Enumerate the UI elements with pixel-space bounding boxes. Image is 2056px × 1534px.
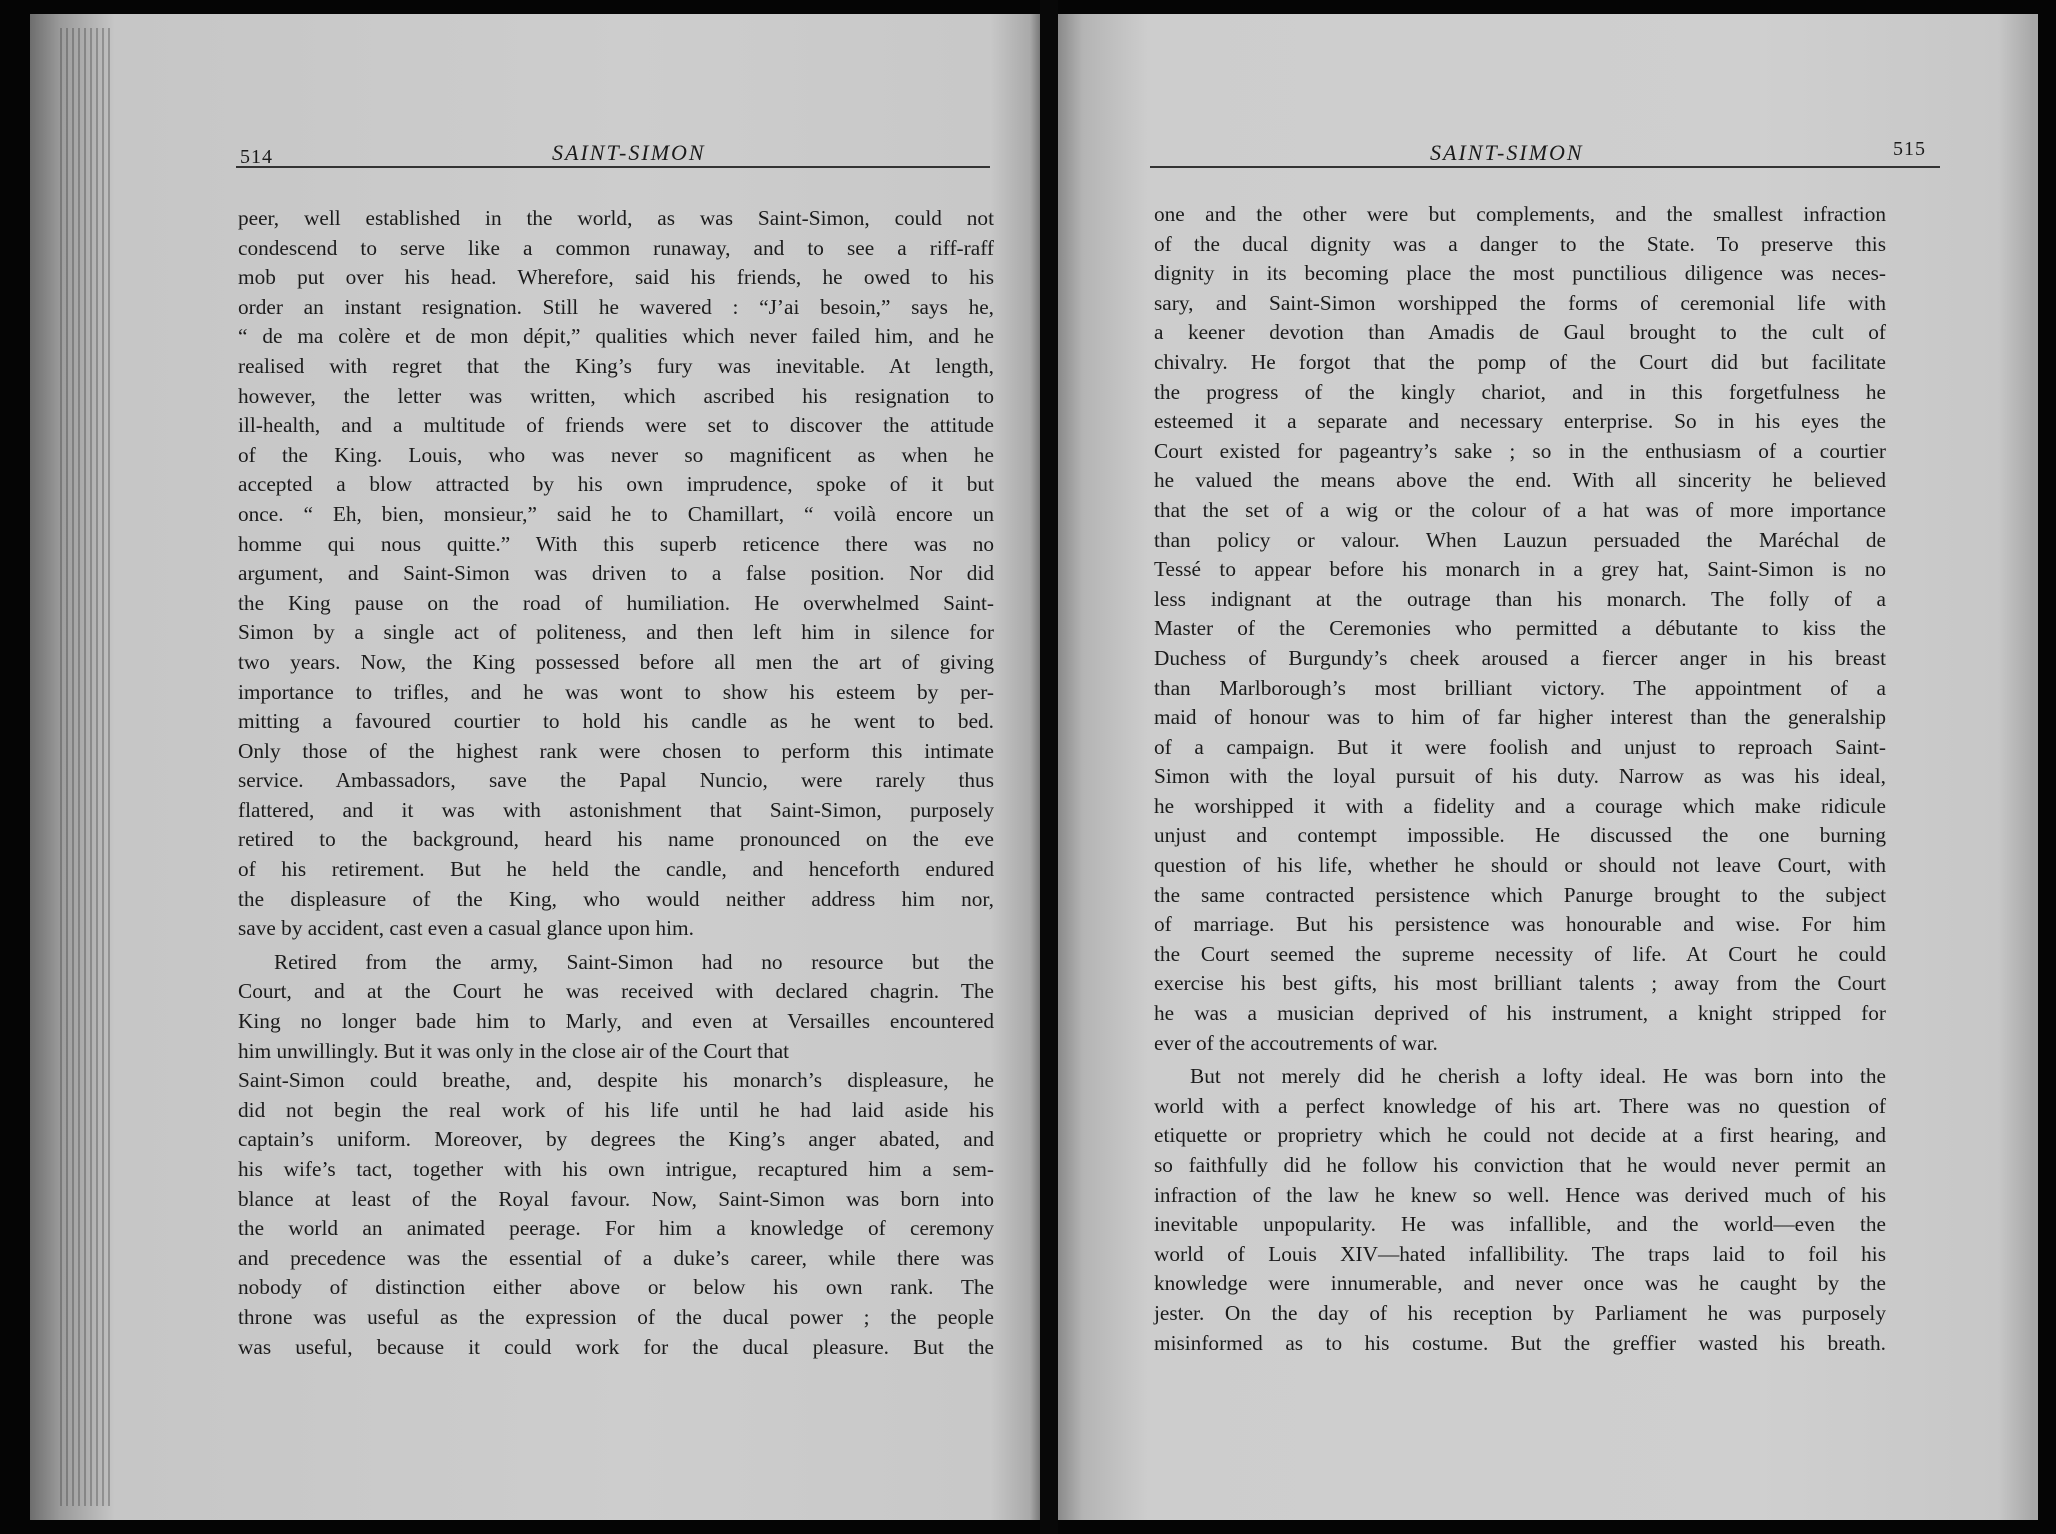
right-page <box>1058 14 2038 1520</box>
text-line: flattered, and it was with astonishment that Saint-Simon, purposely <box>238 797 994 822</box>
page-edge-shading <box>60 28 110 1506</box>
text-line: world of Louis XIV—hated infallibility. The traps laid to foil his <box>1154 1241 1886 1266</box>
text-line: infraction of the law he knew so well. Hence was derived much of his <box>1154 1182 1886 1207</box>
text-line: jester. On the day of his reception by Parliament he was purposely <box>1154 1300 1886 1325</box>
text-line: Only those of the highest rank were chosen to perform this intimate <box>238 738 994 763</box>
text-line: him unwillingly. But it was only in the close air of the Court that <box>238 1038 790 1063</box>
text-line: of a campaign. But it were foolish and unjust to reproach Saint- <box>1154 734 1886 759</box>
text-line: inevitable unpopularity. He was infallible, and the world—even the <box>1154 1212 1886 1237</box>
text-line: etiquette or proprietry which he could not decide at a first hearing, and <box>1154 1123 1886 1148</box>
text-line: “ de ma colère et de mon dépit,” qualities which never failed him, and he <box>238 324 994 349</box>
text-line: Saint-Simon could breathe, and, despite his monarch’s displeasure, he <box>238 1068 994 1093</box>
text-line: nobody of distinction either above or below his own rank. The <box>238 1275 994 1300</box>
text-line: service. Ambassadors, save the Papal Nuncio, were rarely thus <box>238 768 994 793</box>
text-line: esteemed it a separate and necessary enterprise. So in his eyes the <box>1154 409 1886 434</box>
text-line: blance at least of the Royal favour. Now, Saint-Simon was born into <box>238 1186 994 1211</box>
text-line: one and the other were but complements, and the smallest infraction <box>1154 202 1886 226</box>
text-line: he was a musician deprived of his instrument, a knight stripped for <box>1154 1001 1886 1026</box>
text-line: Duchess of Burgundy’s cheek aroused a fiercer anger in his breast <box>1154 645 1886 670</box>
text-line: mob put over his head. Wherefore, said his friends, he owed to his <box>238 265 994 290</box>
text-line: so faithfully did he follow his conviction that he would never permit an <box>1154 1153 1886 1177</box>
text-line: of marriage. But his persistence was honourable and wise. For him <box>1154 912 1886 937</box>
text-line: ever of the accoutrements of war. <box>1154 1030 1438 1055</box>
text-line: he worshipped it with a fidelity and a courage which make ridicule <box>1154 793 1886 818</box>
text-line: save by accident, cast even a casual glance upon him. <box>238 916 694 941</box>
text-line: was useful, because it could work for the ducal pleasure. But the <box>238 1334 994 1359</box>
text-line: the displeasure of the King, who would neither address him nor, <box>238 886 994 911</box>
text-line: accepted a blow attracted by his own imprudence, spoke of it but <box>238 472 994 497</box>
text-line: chivalry. He forgot that the pomp of the Court did but facilitate <box>1154 349 1886 374</box>
text-line: the King pause on the road of humiliation. He overwhelmed Saint- <box>238 590 994 615</box>
text-line: order an instant resignation. Still he wavered : “J’ai besoin,” says he, <box>238 294 994 319</box>
text-line: Master of the Ceremonies who permitted a débutante to kiss the <box>1154 616 1886 641</box>
text-line: mitting a favoured courtier to hold his candle as he went to bed. <box>238 709 994 734</box>
book-gutter <box>1040 0 1058 1534</box>
text-line: Tessé to appear before his monarch in a grey hat, Saint-Simon is no <box>1154 557 1886 582</box>
text-line: the Court seemed the supreme necessity of life. At Court he could <box>1154 941 1886 966</box>
text-line: importance to trifles, and he was wont to show his esteem by per- <box>238 679 994 704</box>
running-head: SAINT-SIMON <box>552 140 706 165</box>
text-line: of his retirement. But he held the candle, and henceforth endured <box>238 857 994 882</box>
text-line: homme qui nous quitte.” With this superb reticence there was no <box>238 531 994 556</box>
text-line: once. “ Eh, bien, monsieur,” said he to Chamillart, “ voilà encore un <box>238 501 994 526</box>
text-line: the progress of the kingly chariot, and in this forgetfulness he <box>1154 379 1886 404</box>
text-line: the world an animated peerage. For him a knowledge of ceremony <box>238 1216 994 1241</box>
page-number: 514 <box>240 146 273 168</box>
text-line: of the ducal dignity was a danger to the State. To preserve this <box>1154 231 1886 256</box>
page-number: 515 <box>1893 138 1926 160</box>
text-line: than Marlborough’s most brilliant victory. The appointment of a <box>1154 675 1886 700</box>
text-line: peer, well established in the world, as was Saint-Simon, could not <box>238 206 994 230</box>
text-line: Simon by a single act of politeness, and then left him in silence for <box>238 620 994 645</box>
text-line: Court, and at the Court he was received with declared chagrin. The <box>238 979 994 1004</box>
text-line: than policy or valour. When Lauzun persuaded the Maréchal de <box>1154 527 1886 552</box>
text-line: captain’s uniform. Moreover, by degrees the King’s anger abated, and <box>238 1127 994 1152</box>
text-line: Simon with the loyal pursuit of his duty. Narrow as was his ideal, <box>1154 764 1886 789</box>
text-line: argument, and Saint-Simon was driven to a false position. Nor did <box>238 561 994 586</box>
text-line: two years. Now, the King possessed before all men the art of giving <box>238 649 994 674</box>
text-line: condescend to serve like a common runaway, and to see a riff-raff <box>238 235 994 260</box>
text-line: exercise his best gifts, his most brilliant talents ; away from the Court <box>1154 971 1886 996</box>
text-line: ill-health, and a multitude of friends were set to discover the attitude <box>238 413 994 438</box>
text-line: realised with regret that the King’s fury was inevitable. At length, <box>238 353 994 378</box>
text-line: he valued the means above the end. With all sincerity he believed <box>1154 468 1886 493</box>
text-line: misinformed as to his costume. But the greffier wasted his breath. <box>1154 1330 1886 1355</box>
text-line: But not merely did he cherish a lofty ideal. He was born into the <box>1190 1064 1886 1089</box>
text-line: his wife’s tact, together with his own intrigue, recaptured him a sem- <box>238 1157 994 1181</box>
right-page-header <box>1150 126 1940 168</box>
text-line: and precedence was the essential of a duke’s career, while there was <box>238 1245 994 1270</box>
text-line: the same contracted persistence which Panurge brought to the subject <box>1154 882 1886 907</box>
text-line: Retired from the army, Saint-Simon had no resource but the <box>274 949 994 974</box>
text-line: knowledge were innumerable, and never once was he caught by the <box>1154 1271 1886 1296</box>
text-line: that the set of a wig or the colour of a hat was of more importance <box>1154 497 1886 522</box>
text-line: Court existed for pageantry’s sake ; so in the enthusiasm of a courtier <box>1154 438 1886 463</box>
text-line: world with a perfect knowledge of his art. There was no question of <box>1154 1093 1886 1118</box>
text-line: throne was useful as the expression of the ducal power ; the people <box>238 1304 994 1329</box>
text-line: a keener devotion than Amadis de Gaul brought to the cult of <box>1154 320 1886 345</box>
right-page-body <box>1154 200 1886 1358</box>
text-line: did not begin the real work of his life until he had laid aside his <box>238 1097 994 1122</box>
text-line: unjust and contempt impossible. He discussed the one burning <box>1154 823 1886 848</box>
text-line: of the King. Louis, who was never so magnificent as when he <box>238 442 994 467</box>
text-line: less indignant at the outrage than his monarch. The folly of a <box>1154 586 1886 611</box>
text-line: sary, and Saint-Simon worshipped the forms of ceremonial life with <box>1154 290 1886 315</box>
left-page-body <box>238 204 994 1362</box>
running-head: SAINT-SIMON <box>1430 140 1584 165</box>
text-line: maid of honour was to him of far higher interest than the generalship <box>1154 705 1886 730</box>
text-line: retired to the background, heard his name pronounced on the eve <box>238 827 994 852</box>
text-line: dignity in its becoming place the most punctilious diligence was neces- <box>1154 261 1886 286</box>
text-line: question of his life, whether he should or should not leave Court, with <box>1154 853 1886 878</box>
text-line: however, the letter was written, which ascribed his resignation to <box>238 383 994 408</box>
text-line: King no longer bade him to Marly, and even at Versailles encountered <box>238 1009 994 1034</box>
left-page-header <box>236 126 990 168</box>
left-page <box>30 14 1040 1520</box>
